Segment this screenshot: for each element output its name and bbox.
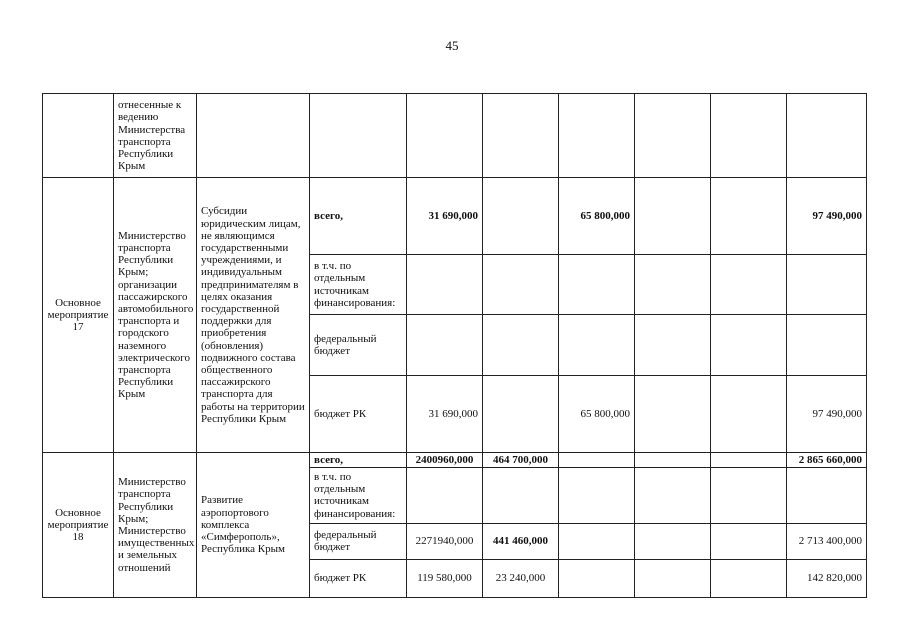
value-cell	[711, 315, 787, 375]
value-cell	[483, 254, 559, 314]
value-cell	[635, 94, 711, 178]
executor-cell: отнесенные к ведению Министерства транспорта Республики Крым	[114, 94, 197, 178]
value-cell: 31 690,000	[407, 178, 483, 254]
value-cell	[407, 468, 483, 523]
value-cell	[635, 315, 711, 375]
source-cell: бюджет РК	[310, 559, 407, 597]
description-cell: Развитие аэропортового комплекса «Симферополь», Республика Крым	[197, 452, 310, 597]
value-cell	[711, 468, 787, 523]
value-cell	[711, 375, 787, 452]
source-cell: федеральный бюджет	[310, 523, 407, 559]
value-cell: 65 800,000	[559, 375, 635, 452]
table-row-continuation	[43, 94, 867, 178]
total-cell	[787, 468, 867, 523]
total-cell	[787, 254, 867, 314]
value-cell: 2400960,000	[407, 452, 483, 467]
value-cell	[483, 178, 559, 254]
source-cell	[310, 94, 407, 178]
source-cell: в т.ч. по отдельным источникам финансирования:	[310, 254, 407, 314]
value-cell	[407, 315, 483, 375]
source-cell: всего,	[310, 178, 407, 254]
source-cell: бюджет РК	[310, 375, 407, 452]
executor-cell: Министерство транспорта Республики Крым; Министерство имущественных и земельных отношений	[114, 452, 197, 597]
value-cell: 65 800,000	[559, 178, 635, 254]
value-cell	[407, 254, 483, 314]
value-cell	[635, 254, 711, 314]
value-cell	[483, 94, 559, 178]
value-cell	[559, 315, 635, 375]
description-cell	[197, 94, 310, 178]
page-number: 45	[445, 38, 459, 53]
source-cell: всего,	[310, 452, 407, 467]
measure-name-cell: Основное мероприятие 17	[43, 178, 114, 453]
value-cell	[559, 94, 635, 178]
total-cell: 97 490,000	[787, 178, 867, 254]
source-cell: в т.ч. по отдельным источникам финансирования:	[310, 468, 407, 523]
description-cell: Субсидии юридическим лицам, не являющимся государственными учреждениями, и индивидуальным предпринимателям в целях оказания государственной поддержки для приобретения (обновления) подвижного состава общественного пассажирского транспорта для работы на территории Республики Крым	[197, 178, 310, 453]
value-cell	[483, 315, 559, 375]
measure-name-cell	[43, 94, 114, 178]
value-cell: 441 460,000	[483, 523, 559, 559]
budget-table	[42, 93, 867, 598]
total-cell: 2 865 660,000	[787, 452, 867, 467]
value-cell	[407, 94, 483, 178]
value-cell	[483, 468, 559, 523]
value-cell	[711, 523, 787, 559]
value-cell	[635, 178, 711, 254]
total-cell	[787, 94, 867, 178]
value-cell	[559, 559, 635, 597]
table-row	[43, 178, 867, 254]
value-cell	[635, 523, 711, 559]
value-cell	[711, 94, 787, 178]
value-cell: 119 580,000	[407, 559, 483, 597]
total-cell: 97 490,000	[787, 375, 867, 452]
value-cell	[711, 452, 787, 467]
total-cell: 142 820,000	[787, 559, 867, 597]
value-cell: 2271940,000	[407, 523, 483, 559]
value-cell	[559, 523, 635, 559]
value-cell	[483, 375, 559, 452]
value-cell	[635, 559, 711, 597]
executor-cell: Министерство транспорта Республики Крым; организации пассажирского автомобильного транспорта и городского наземного электрического транспорта Республики Крым	[114, 178, 197, 453]
value-cell	[635, 468, 711, 523]
value-cell: 31 690,000	[407, 375, 483, 452]
table-row	[43, 452, 867, 467]
value-cell	[559, 254, 635, 314]
value-cell	[711, 254, 787, 314]
value-cell	[711, 178, 787, 254]
total-cell	[787, 315, 867, 375]
value-cell	[635, 375, 711, 452]
value-cell	[635, 452, 711, 467]
value-cell: 23 240,000	[483, 559, 559, 597]
value-cell: 464 700,000	[483, 452, 559, 467]
total-cell: 2 713 400,000	[787, 523, 867, 559]
source-cell: федеральный бюджет	[310, 315, 407, 375]
measure-name-cell: Основное мероприятие 18	[43, 452, 114, 597]
value-cell	[711, 559, 787, 597]
value-cell	[559, 452, 635, 467]
value-cell	[559, 468, 635, 523]
